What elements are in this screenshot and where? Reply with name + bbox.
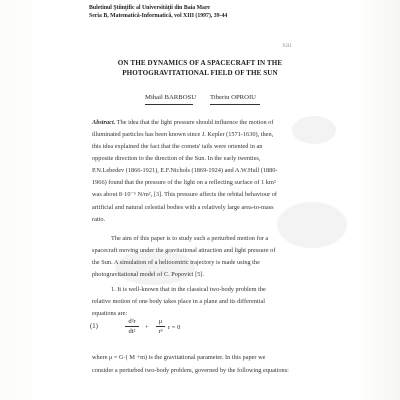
equation-1: [125, 318, 205, 340]
abstract-line: ratio.: [92, 216, 106, 223]
abstract-line: The idea that the light pressure should influence the motion of: [116, 119, 274, 126]
equation-denominator: dt²: [128, 328, 136, 335]
scan-shadow: [277, 202, 347, 248]
body-line: photogravitational model of C. Popovici [5].: [92, 271, 205, 278]
equation-numerator: μ: [158, 318, 163, 325]
paper-title-line-1: ON THE DYNAMICS OF A SPACECRAFT IN THE: [117, 59, 283, 67]
page-mark: XIII: [282, 43, 292, 49]
author-name: Tiberiu OPROIU: [210, 94, 257, 101]
scan-shadow: [292, 116, 336, 144]
abstract-paragraph: [92, 119, 273, 127]
journal-series: Seria B, Matematică-Informatică, vol XIII (1997), 39-44: [89, 13, 228, 19]
abstract-line: 1966) found that the pressure of the light on a reflecting surface of 1 km²: [92, 179, 276, 186]
equation-fraction: [156, 318, 165, 335]
author-underline: [145, 104, 193, 105]
body-line: consider a perturbed two-body problem, governed by the following equations:: [92, 367, 289, 374]
abstract-label: Abstract.: [92, 119, 116, 126]
body-line: 1. It is well-known that in the classical two-body problem the: [111, 286, 266, 293]
body-line: The aim of this paper is to study such a perturbed motion for a: [111, 235, 269, 242]
abstract-line: illuminated particles has been known since J. Kepler (1571-1630), then,: [92, 131, 274, 138]
equation-tail: r = 0: [168, 324, 181, 331]
abstract-line: was about 8·10⁻⁶ N/m², [3]. This pressure affects the orbital behaviour of: [92, 191, 278, 198]
equation-numerator: d²r: [128, 318, 136, 325]
body-line: spacecraft moving under the gravitational attraction and light pressure of: [92, 247, 276, 254]
fraction-bar: [156, 326, 165, 327]
equation-denominator: r³: [158, 328, 163, 335]
abstract-line: this idea explained the fact that the comets' tails were oriented in an: [92, 143, 263, 150]
equation-number: (1): [90, 323, 98, 330]
author-underline: [210, 104, 260, 105]
paper-title-line-2: PHOTOGRAVITATIONAL FIELD OF THE SUN: [122, 69, 278, 77]
equation-operator: +: [145, 324, 149, 331]
abstract-line: opposite direction to the direction of the Sun. In the early twenties,: [92, 155, 261, 162]
equation-fraction: [125, 318, 139, 335]
body-line: relative motion of one body takes place in a plane and its differential: [92, 298, 265, 305]
body-line: where μ = G·( M +m) is the gravitational parameter. In this paper we: [92, 354, 266, 361]
scan-shadow: [115, 250, 195, 285]
author-name: Mihail BARBOSU: [145, 94, 197, 101]
journal-name: Buletinul Ştiinţific al Universităţii din Baia Mare: [89, 5, 210, 11]
abstract-line: artificial and natural celestial bodies with a relatively large area-to-mass: [92, 204, 274, 211]
abstract-line: P.N.Lebedev (1866-1921), E.F.Nichols (1869-1924) and A.W.Hull (1880-: [92, 167, 278, 174]
body-line: equations are:: [92, 310, 128, 317]
fraction-bar: [125, 326, 139, 327]
body-line: the Sun. A simulation of a heliocentric trajectory is made using the: [92, 259, 260, 266]
